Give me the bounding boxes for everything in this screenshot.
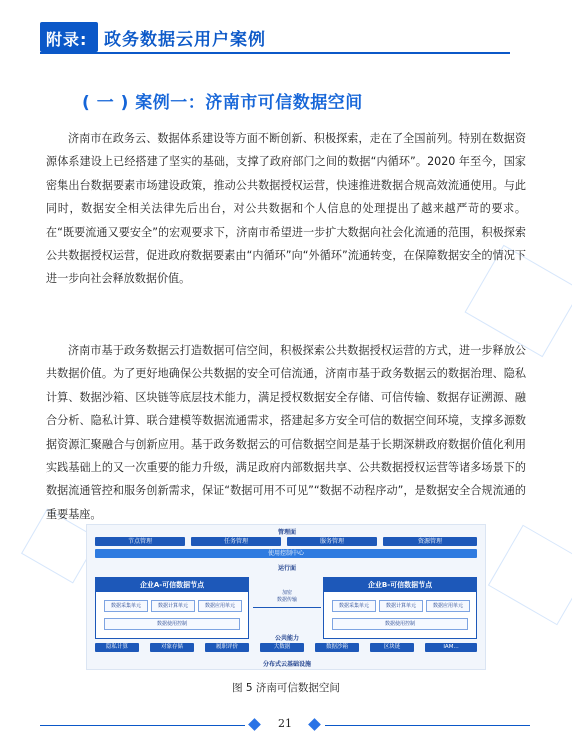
- capability-item: 数据沙箱: [315, 643, 359, 652]
- figure-caption: 图 5 济南可信数据空间: [232, 682, 340, 694]
- footer-diamond-right: [308, 718, 321, 731]
- infra-label: 分布式云基础设施: [262, 661, 311, 668]
- paragraph-1: 济南市在政务云、数据体系建设等方面不断创新、积极探索，走在了全国前列。特别在数据资源体系建设上已经搭建了坚实的基础，支撑了政府部门之间的数据“内循环”。2020 年至今，国家密集出台数据要素市场建设政策，推动公共数据授权运营，快速推进数据合规高效流通使用。与此同时，数据安全相关法律先后出台，对公共数据和个人信息的处理提出了越来越严苛的要求。在“既要流通又要安全”的宏观要求下，济南市希望进一步扩大数据向社会化流通的范围，积极探索公共数据授权运营，促进政府数据要素由“内循环”向“外循环”流通转变，在保障数据安全的情况下进一步向社会释放数据价值。: [46, 132, 526, 286]
- node-b-control: 数据使用控制: [332, 618, 468, 630]
- node-a-cell: 数据计算单元: [151, 600, 195, 612]
- transfer-arrow: [253, 607, 321, 608]
- capability-title: 公共能力: [274, 635, 299, 642]
- node-a: [95, 577, 249, 639]
- mgmt-plane-title: 管理面: [277, 529, 296, 536]
- appendix-tag: [40, 22, 98, 52]
- paragraph-2: 济南市基于政务数据云打造数据可信空间，积极探索公共数据授权运营的方式，进一步释放公共数据价值。为了更好地确保公共数据的安全可信流通，济南市基于政务数据云的数据治理、隐私计算、数据沙箱、区块链等底层技术能力，满足授权数据安全存储、可信传输、数据存证溯源、融合分析、隐私计算、联合建模等数据流通需求，搭建起多方安全可信的数据空间环境，支撑多源数据资源汇聚融合与创新应用。基于政务数据云的可信数据空间是基于长期深耕政府数据价值化利用实践基础上的又一次重要的能力升级，满足政府内部数据共享、公共数据授权运营等诸多场景下的数据流通管控和服务创新需求，保证“数据可用不可见”“数据不动程序动”，是数据安全合规流通的重要基座。: [46, 344, 526, 521]
- header-divider: [40, 52, 510, 54]
- architecture-diagram: [86, 524, 486, 670]
- decorative-hexagon: [488, 525, 572, 626]
- capability-item: 大数据: [260, 643, 304, 652]
- capability-item: 对象存储: [150, 643, 194, 652]
- node-b-title: 企业B-可信数据节点: [324, 578, 476, 592]
- page-header-title: 政务数据云用户案例: [104, 30, 266, 50]
- section-title: ( 一 ) 案例一：济南市可信数据空间: [82, 93, 363, 113]
- mgmt-item-service: 服务管理: [287, 537, 377, 546]
- encrypted-transfer-label: 加密 数据传输: [276, 590, 297, 603]
- node-a-cell: 数据采集单元: [104, 600, 148, 612]
- node-a-cell: 数据应用单元: [198, 600, 242, 612]
- footer-diamond-left: [248, 718, 261, 731]
- node-b-cell: 数据计算单元: [379, 600, 423, 612]
- node-b: [323, 577, 477, 639]
- page-number: 21: [278, 717, 292, 730]
- mgmt-item-task: 任务管理: [191, 537, 281, 546]
- capability-item: 隐私计算: [95, 643, 139, 652]
- mgmt-item-resource: 资源管理: [383, 537, 477, 546]
- capability-item: IAM...: [425, 643, 477, 652]
- node-b-cell: 数据应用单元: [426, 600, 470, 612]
- run-plane-title: 运行面: [277, 565, 296, 572]
- mgmt-item-node: 节点管理: [95, 537, 185, 546]
- capability-item: 区块链: [370, 643, 414, 652]
- footer-line-left: [40, 725, 245, 726]
- appendix-tag-label: 附录:: [46, 30, 88, 49]
- control-center-bar: 使用控制中心: [95, 549, 477, 558]
- node-b-cell: 数据采集单元: [332, 600, 376, 612]
- footer-line-right: [325, 725, 530, 726]
- node-a-control: 数据使用控制: [104, 618, 240, 630]
- node-a-title: 企业A-可信数据节点: [96, 578, 248, 592]
- capability-item: 履职评价: [205, 643, 249, 652]
